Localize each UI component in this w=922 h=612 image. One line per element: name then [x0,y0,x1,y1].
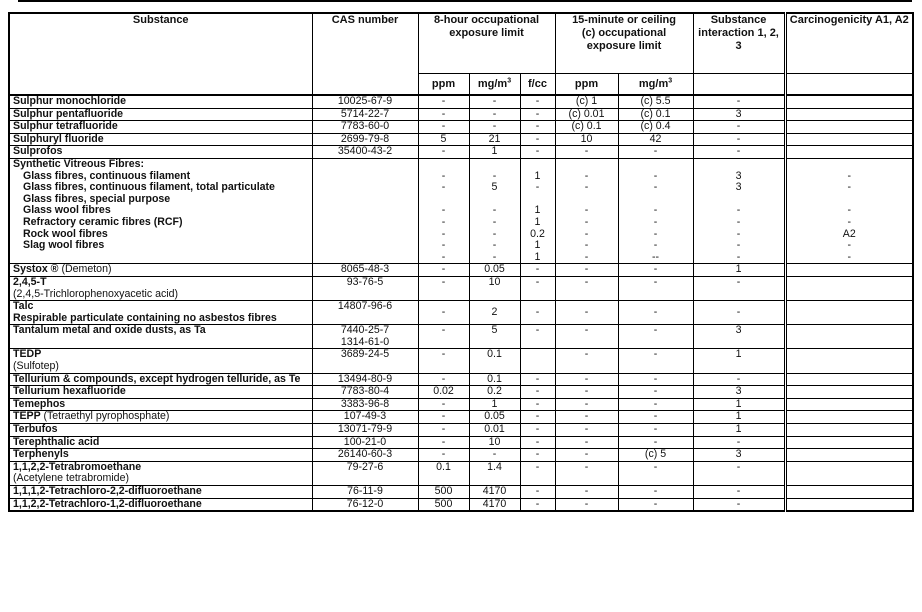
value-ppm15: - [555,146,618,159]
value-ppm8: - [418,398,469,411]
table-row [9,424,913,437]
cas-number: 93-76-5 [312,276,418,300]
substance-title: 1,1,2,2-Tetrachloro-1,2-difluoroethane [13,497,202,510]
value-carc [785,108,913,121]
value-fcc: - [520,264,555,277]
value-ppm8: - [418,301,469,325]
substance-name [9,301,312,325]
substance-synonym: (2,4,5-Trichlorophenoxyacetic acid) [13,287,179,300]
substance-name [9,325,312,349]
value-ppm8: 500 [418,498,469,511]
svf-item-name: Slag wool fibres [23,239,105,252]
value-ppm15: - [555,436,618,449]
substance-name [9,424,312,437]
value-ppm15: (c) 0.1 [555,121,618,134]
substance-title: Tellurium hexafluoride [13,385,126,398]
value-ppm8: - [418,325,469,349]
header-carcinogenicity: Carcinogenicity A1, A2 [785,13,913,74]
substance-name [9,486,312,499]
value-mg8: 0.01 [469,424,520,437]
svf-values-mg8: - 5 - - - - - [469,158,520,263]
substance-title: TEPP [13,410,41,423]
value-mg15: - [618,325,693,349]
svf-values-ppm15: - - - - - - - [555,158,618,263]
value-mg15: - [618,498,693,511]
value-mg8: 4170 [469,498,520,511]
value-inter: - [693,276,785,300]
svf-values-inter: 3 3 - - - - - [693,158,785,263]
value-ppm15: - [555,411,618,424]
value-fcc: - [520,424,555,437]
value-inter: 1 [693,398,785,411]
value-inter: 3 [693,325,785,349]
value-ppm15: - [555,276,618,300]
table-row [9,449,913,462]
top-rule [18,0,912,2]
value-mg15: 42 [618,133,693,146]
value-mg8: 1 [469,146,520,159]
value-ppm15: (c) 0.01 [555,108,618,121]
svf-values-fcc: 1 - 1 1 0.2 1 1 [520,158,555,263]
value-carc [785,436,913,449]
svf-values-carc: - - - - A2 - - [785,158,913,263]
substance-title: TEDP [13,348,42,361]
value-ppm8: - [418,95,469,108]
svf-item-name: Glass fibres, continuous filament, total particulate [23,181,275,194]
cas-number: 8065-48-3 [312,264,418,277]
value-mg15: - [618,424,693,437]
cas-number: 7783-60-0 [312,121,418,134]
svf-item-name: Glass wool fibres [23,204,111,217]
value-inter: - [693,133,785,146]
substance-title: Tantalum metal and oxide dusts, as Ta [13,324,206,337]
table-row [9,146,913,159]
cas-number: 107-49-3 [312,411,418,424]
table-row [9,301,913,325]
cas-number [312,158,418,263]
substance-title: 1,1,1,2-Tetrachloro-2,2-difluoroethane [13,485,202,497]
substance-title: Tellurium & compounds, except hydrogen telluride, as Te [13,372,301,385]
value-fcc: - [520,95,555,108]
table-row [9,133,913,146]
value-carc [785,121,913,134]
cas-number: 3689-24-5 [312,349,418,373]
value-fcc: - [520,276,555,300]
table-row [9,325,913,349]
cas-number: 35400-43-2 [312,146,418,159]
value-ppm8: 5 [418,133,469,146]
substance-name [9,449,312,462]
substance-name [9,133,312,146]
svf-values-mg15: - - - - - - -- [618,158,693,263]
value-fcc: - [520,498,555,511]
value-ppm8: - [418,424,469,437]
value-mg8: 5 [469,325,520,349]
table-row [9,398,913,411]
cas-number: 26140-60-3 [312,449,418,462]
cas-number: 2699-79-8 [312,133,418,146]
cas-number: 100-21-0 [312,436,418,449]
unit-ppm-15m: ppm [555,74,618,96]
value-inter: - [693,121,785,134]
value-ppm15: - [555,498,618,511]
value-ppm15: - [555,449,618,462]
value-fcc: - [520,108,555,121]
value-mg15: - [618,264,693,277]
value-fcc: - [520,386,555,399]
value-ppm15: - [555,386,618,399]
substance-synonym: (Acetylene tetrabromide) [13,472,129,485]
svf-item-name: Refractory ceramic fibres (RCF) [23,215,183,228]
value-fcc: - [520,461,555,485]
unit-blank-carcinogenicity [785,74,913,96]
value-ppm8: - [418,108,469,121]
substance-title: Sulphur monochloride [13,95,126,107]
value-inter: 1 [693,349,785,373]
unit-mgm3-15m: $mg/m^3$ [618,74,693,96]
svf-group-names [9,158,312,263]
substance-name [9,461,312,485]
value-fcc: - [520,398,555,411]
svf-values-ppm8: - - - - - - - [418,158,469,263]
value-mg8: 10 [469,276,520,300]
value-ppm15: - [555,301,618,325]
value-inter: 1 [693,424,785,437]
value-inter: - [693,486,785,499]
value-ppm8: - [418,436,469,449]
substance-title: Talc [13,300,34,313]
substance-title: 2,4,5-T [13,275,47,288]
value-mg15: - [618,486,693,499]
substance-name [9,264,312,277]
value-fcc: - [520,301,555,325]
substance-title: Sulprofos [13,145,63,158]
table-row [9,411,913,424]
substance-title: Sulphur pentafluoride [13,107,124,120]
table-row [9,461,913,485]
value-carc [785,133,913,146]
table-row [9,498,913,511]
value-mg8: - [469,108,520,121]
value-mg8: - [469,95,520,108]
substance-title: Temephos [13,397,66,410]
unit-mgm3-8h: $mg/m^3$ [469,74,520,96]
substance-name [9,398,312,411]
cas-number: 7440-25-7 1314-61-0 [312,325,418,349]
substance-title: Terbufos [13,423,58,436]
value-inter: - [693,301,785,325]
table-row-svf-group [9,158,913,263]
value-mg15: (c) 5 [618,449,693,462]
table-row [9,436,913,449]
value-carc [785,386,913,399]
header-cas-number: CAS number [312,13,418,95]
table-row [9,121,913,134]
cas-number: 13071-79-9 [312,424,418,437]
value-mg15: - [618,349,693,373]
unit-blank-interaction [693,74,785,96]
value-inter: - [693,146,785,159]
value-inter: 3 [693,449,785,462]
value-ppm15: 10 [555,133,618,146]
table-row [9,349,913,373]
value-carc [785,264,913,277]
unit-ppm-8h: ppm [418,74,469,96]
value-mg8: 0.2 [469,386,520,399]
value-ppm8: - [418,449,469,462]
value-fcc: - [520,411,555,424]
header-8-hour-limit: 8-hour occupational exposure limit [418,13,555,74]
value-mg15: (c) 0.4 [618,121,693,134]
svf-item-name: Glass fibres, special purpose [23,192,171,205]
value-ppm15: - [555,398,618,411]
value-mg8: 2 [469,301,520,325]
table-row [9,276,913,300]
substance-name [9,108,312,121]
substance-name [9,373,312,386]
value-carc [785,95,913,108]
value-carc [785,373,913,386]
substance-name [9,95,312,108]
value-ppm8: - [418,411,469,424]
value-fcc: - [520,146,555,159]
value-ppm15: - [555,373,618,386]
substance-synonym: (Tetraethyl pyrophosphate) [43,410,170,423]
value-mg15: - [618,398,693,411]
value-fcc: - [520,325,555,349]
substance-name [9,276,312,300]
cas-number: 3383-96-8 [312,398,418,411]
value-ppm8: - [418,373,469,386]
value-carc [785,486,913,499]
value-fcc: - [520,436,555,449]
value-carc [785,146,913,159]
value-fcc: - [520,133,555,146]
value-mg8: 0.1 [469,373,520,386]
svf-item-name: Glass fibres, continuous filament [23,169,191,182]
substance-title: Terephthalic acid [13,435,100,448]
value-ppm15: - [555,264,618,277]
value-carc [785,424,913,437]
value-mg8: 4170 [469,486,520,499]
cas-number: 76-11-9 [312,486,418,499]
value-inter: - [693,373,785,386]
cas-number: 5714-22-7 [312,108,418,121]
substance-name [9,121,312,134]
value-carc [785,411,913,424]
table-row [9,386,913,399]
value-carc [785,325,913,349]
table-row [9,108,913,121]
value-mg8: 1.4 [469,461,520,485]
value-inter: - [693,436,785,449]
substance-name [9,498,312,511]
value-fcc: - [520,449,555,462]
substance-title: Sulphuryl fluoride [13,132,104,145]
header-substance-interaction: Substance interaction 1, 2, 3 [693,13,785,74]
substance-synonym: (Demeton) [61,263,112,276]
substance-title: Systox ® [13,263,59,276]
header-15-minute-limit: 15-minute or ceiling (c) occupational exposure limit [555,13,693,74]
substance-title: Sulphur tetrafluoride [13,120,118,133]
substance-name [9,411,312,424]
cas-number: 14807-96-6 [312,301,418,325]
value-mg8: - [469,449,520,462]
substance-name [9,436,312,449]
table-row [9,486,913,499]
value-ppm8: - [418,146,469,159]
value-mg15: - [618,386,693,399]
table-row [9,373,913,386]
value-mg15: - [618,146,693,159]
value-carc [785,498,913,511]
table-row [9,264,913,277]
value-inter: - [693,95,785,108]
cas-number: 10025-67-9 [312,95,418,108]
value-mg8: 21 [469,133,520,146]
value-mg15: (c) 0.1 [618,108,693,121]
value-ppm8: - [418,276,469,300]
substance-name [9,349,312,373]
substance-subtitle: Respirable particulate containing no asbestos fibres [13,311,277,324]
cas-number: 13494-80-9 [312,373,418,386]
unit-fcc-8h: f/cc [520,74,555,96]
value-ppm15: - [555,325,618,349]
exposure-limits-table [8,12,914,512]
value-mg15: - [618,411,693,424]
svf-item-name: Rock wool fibres [23,227,108,240]
value-mg15: (c) 5.5 [618,95,693,108]
value-mg8: 0.05 [469,264,520,277]
value-mg8: 1 [469,398,520,411]
substance-name [9,386,312,399]
substance-name [9,146,312,159]
value-ppm8: - [418,349,469,373]
value-mg8: 0.05 [469,411,520,424]
value-carc [785,398,913,411]
cas-number: 79-27-6 [312,461,418,485]
value-carc [785,301,913,325]
value-fcc: - [520,121,555,134]
value-mg8: 10 [469,436,520,449]
value-ppm15: - [555,349,618,373]
value-carc [785,349,913,373]
substance-title: 1,1,2,2-Tetrabromoethane [13,460,142,473]
value-carc [785,461,913,485]
value-fcc: - [520,373,555,386]
value-ppm15: - [555,486,618,499]
value-inter: 1 [693,411,785,424]
value-inter: 1 [693,264,785,277]
value-mg15: - [618,461,693,485]
value-inter: 3 [693,386,785,399]
cas-number: 7783-80-4 [312,386,418,399]
value-ppm8: 500 [418,486,469,499]
value-ppm15: (c) 1 [555,95,618,108]
value-inter: - [693,498,785,511]
value-carc [785,276,913,300]
value-mg15: - [618,301,693,325]
table-row [9,95,913,108]
value-ppm8: - [418,264,469,277]
value-fcc: - [520,486,555,499]
substance-title: Terphenyls [13,448,69,461]
value-mg15: - [618,373,693,386]
value-inter: - [693,461,785,485]
value-ppm8: 0.02 [418,386,469,399]
header-substance: Substance [9,13,312,95]
cas-number: 76-12-0 [312,498,418,511]
value-mg8: - [469,121,520,134]
value-ppm15: - [555,424,618,437]
value-mg15: - [618,436,693,449]
value-fcc [520,349,555,373]
substance-synonym: (Sulfotep) [13,360,59,373]
value-ppm8: - [418,121,469,134]
value-mg8: 0.1 [469,349,520,373]
value-carc [785,449,913,462]
svf-title: Synthetic Vitreous Fibres: [13,157,145,170]
value-inter: 3 [693,108,785,121]
value-ppm8: 0.1 [418,461,469,485]
value-ppm15: - [555,461,618,485]
value-mg15: - [618,276,693,300]
